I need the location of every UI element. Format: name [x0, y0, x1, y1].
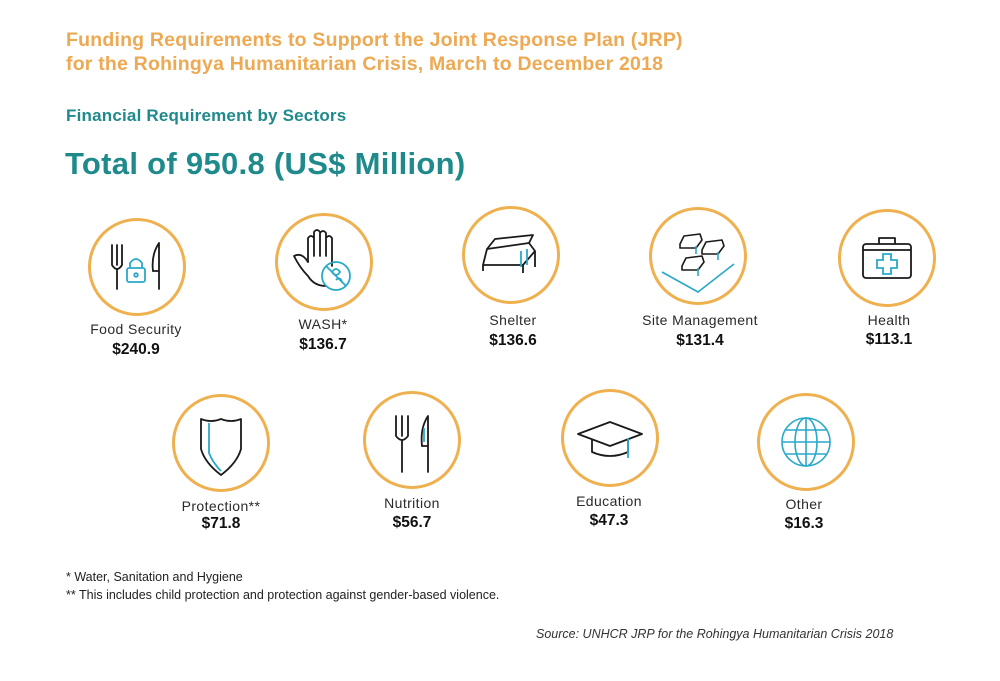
sector-amount: $47.3 — [589, 512, 629, 529]
sector-label: Site Management — [642, 312, 758, 328]
footnote-protection: ** This includes child protection and protection against gender-based violence. — [66, 588, 500, 602]
medical-kit-icon — [841, 212, 933, 304]
other-circle — [757, 393, 855, 491]
sector-amount: $136.7 — [299, 336, 347, 353]
food-security-circle — [88, 218, 186, 316]
graduation-cap-icon — [564, 392, 656, 484]
section-subtitle: Financial Requirement by Sectors — [66, 106, 347, 125]
sector-label: Education — [576, 493, 642, 509]
sector-amount: $113.1 — [865, 331, 913, 348]
fork-lock-knife-icon — [91, 221, 183, 313]
sector-amount: $16.3 — [784, 515, 824, 532]
globe-icon — [760, 396, 852, 488]
sector-amount: $56.7 — [392, 514, 432, 531]
sector-amount: $71.8 — [201, 515, 241, 532]
shelter-circle — [462, 206, 560, 304]
shelter-icon — [465, 209, 557, 301]
education-circle — [561, 389, 659, 487]
shield-icon — [175, 397, 267, 489]
sector-label: Protection** — [181, 498, 261, 514]
sector-amount: $131.4 — [676, 332, 724, 349]
sector-label: Health — [867, 312, 911, 328]
protection-circle — [172, 394, 270, 492]
hand-water-icon — [278, 216, 370, 308]
sector-label: Food Security — [90, 321, 182, 337]
title-line-2: for the Rohingya Humanitarian Crisis, March to December 2018 — [66, 53, 664, 75]
sector-label: Other — [785, 496, 823, 512]
sector-label: Nutrition — [384, 495, 440, 511]
site-tents-icon — [652, 210, 744, 302]
total-amount: Total of 950.8 (US$ Million) — [65, 146, 466, 181]
footnote-wash: * Water, Sanitation and Hygiene — [66, 570, 243, 584]
page-title — [66, 28, 966, 76]
wash-circle — [275, 213, 373, 311]
sector-label: WASH* — [298, 316, 348, 332]
source-note: Source: UNHCR JRP for the Rohingya Humanitarian Crisis 2018 — [536, 627, 894, 641]
sector-amount: $240.9 — [112, 341, 160, 358]
sector-amount: $136.6 — [489, 332, 537, 349]
nutrition-circle — [363, 391, 461, 489]
fork-knife-icon — [366, 394, 458, 486]
title-line-1: Funding Requirements to Support the Joint Response Plan (JRP) — [66, 29, 683, 51]
health-circle — [838, 209, 936, 307]
sector-label: Shelter — [489, 312, 537, 328]
site-management-circle — [649, 207, 747, 305]
